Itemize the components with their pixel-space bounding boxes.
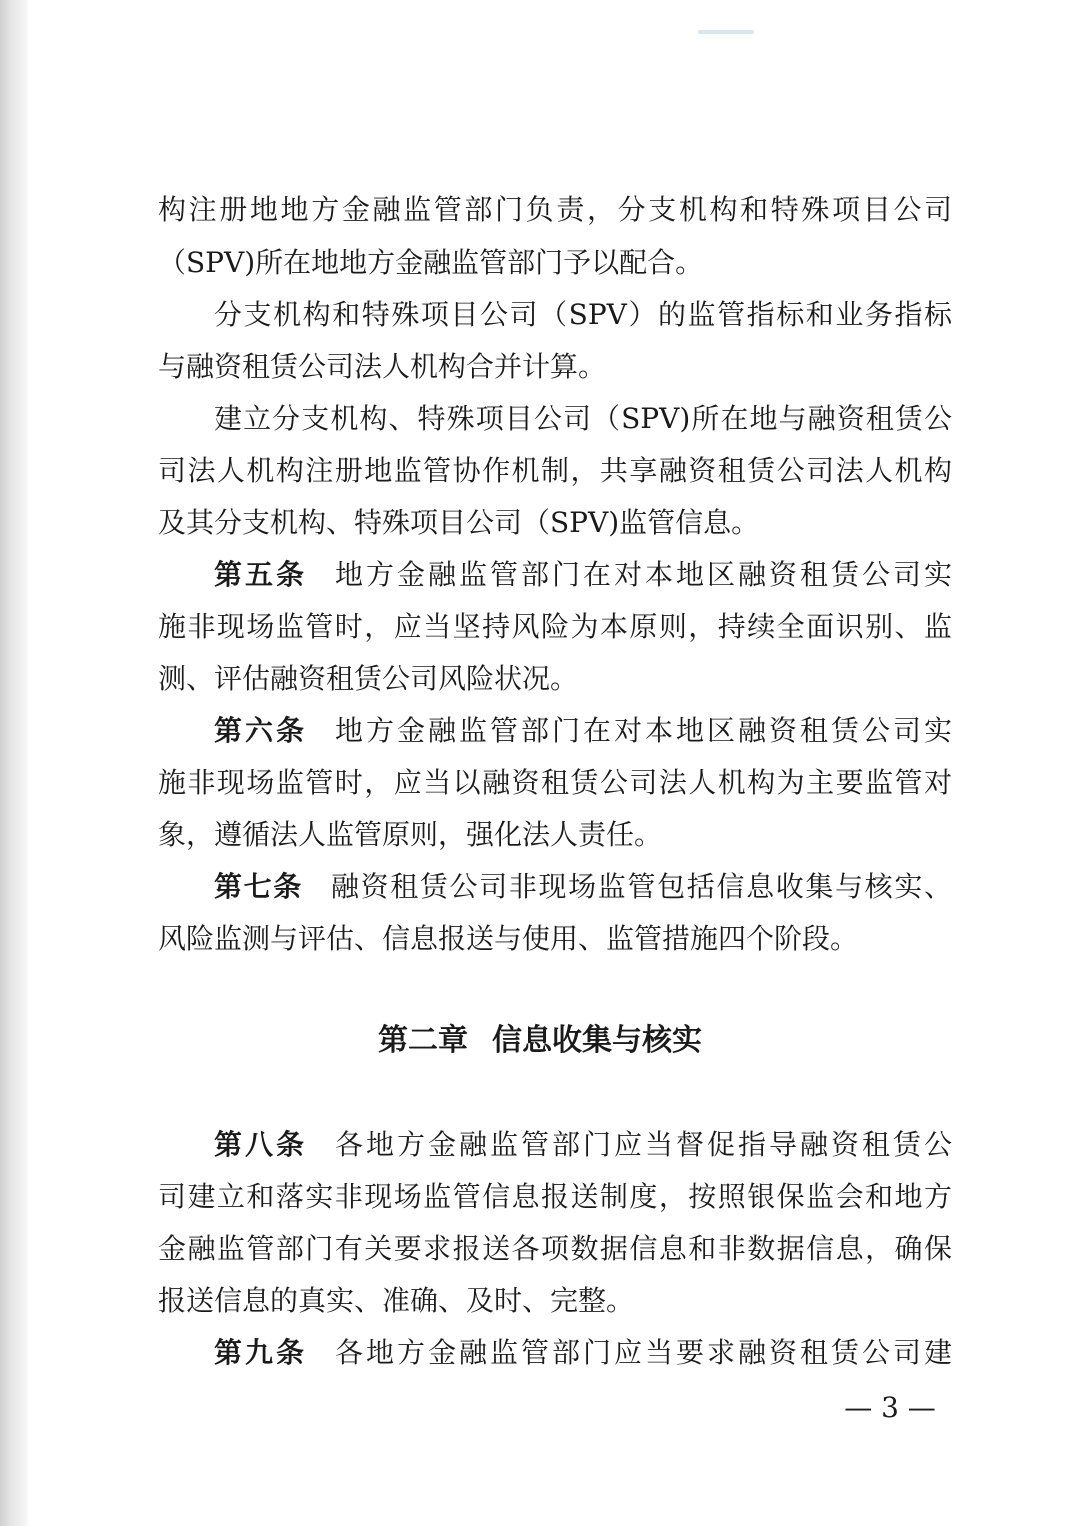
article-label: 第七条 <box>214 870 303 903</box>
chapter-heading <box>0 1013 1080 1069</box>
article-line: 第七条 融资租赁公司非现场监管包括信息收集与核实、 <box>214 870 952 903</box>
text-line: 分支机构和特殊项目公司（SPV）的监管指标和业务指标 <box>214 298 952 331</box>
text-line: 金融监管部门有关要求报送各项数据信息和非数据信息，确保 <box>158 1232 952 1265</box>
text-line: 构注册地地方金融监管部门负责，分支机构和特殊项目公司 <box>158 193 952 226</box>
text-line: 建立分支机构、特殊项目公司（SPV)所在地与融资租赁公 <box>214 402 952 435</box>
article-line: 第九条 各地方金融监管部门应当要求融资租赁公司建 <box>214 1336 952 1369</box>
text-line: 风险监测与评估、信息报送与使用、监管措施四个阶段。 <box>158 922 859 955</box>
article-label: 第五条 <box>214 558 307 591</box>
text-line: 测、评估融资租赁公司风险状况。 <box>158 662 579 695</box>
article-label: 第八条 <box>214 1128 307 1161</box>
article-label: 第九条 <box>214 1336 307 1369</box>
text-line: （SPV)所在地地方金融监管部门予以配合。 <box>158 246 704 279</box>
text-line: 施非现场监管时，应当以融资租赁公司法人机构为主要监管对 <box>158 766 952 799</box>
scan-page-edge <box>0 0 28 1526</box>
article-line: 第五条 地方金融监管部门在对本地区融资租赁公司实 <box>214 558 952 591</box>
scan-mark <box>698 30 754 34</box>
text-line: 及其分支机构、特殊项目公司（SPV)监管信息。 <box>158 506 760 539</box>
chapter-number: 第二章 <box>378 1023 468 1058</box>
text-line: 司建立和落实非现场监管信息报送制度，按照银保监会和地方 <box>158 1180 952 1213</box>
chapter-title: 信息收集与核实 <box>492 1023 702 1058</box>
text-line: 施非现场监管时，应当坚持风险为本原则，持续全面识别、监 <box>158 610 952 643</box>
article-line: 第八条 各地方金融监管部门应当督促指导融资租赁公 <box>214 1128 952 1161</box>
text-line: 报送信息的真实、准确、及时、完整。 <box>158 1284 635 1317</box>
text-line: 与融资租赁公司法人机构合并计算。 <box>158 350 607 383</box>
article-line: 第六条 地方金融监管部门在对本地区融资租赁公司实 <box>214 714 952 747</box>
text-line: 司法人机构注册地监管协作机制，共享融资租赁公司法人机构 <box>158 454 952 487</box>
page-number: — 3 — <box>844 1391 936 1424</box>
text-line: 象，遵循法人监管原则，强化法人责任。 <box>158 818 663 851</box>
article-label: 第六条 <box>214 714 307 747</box>
